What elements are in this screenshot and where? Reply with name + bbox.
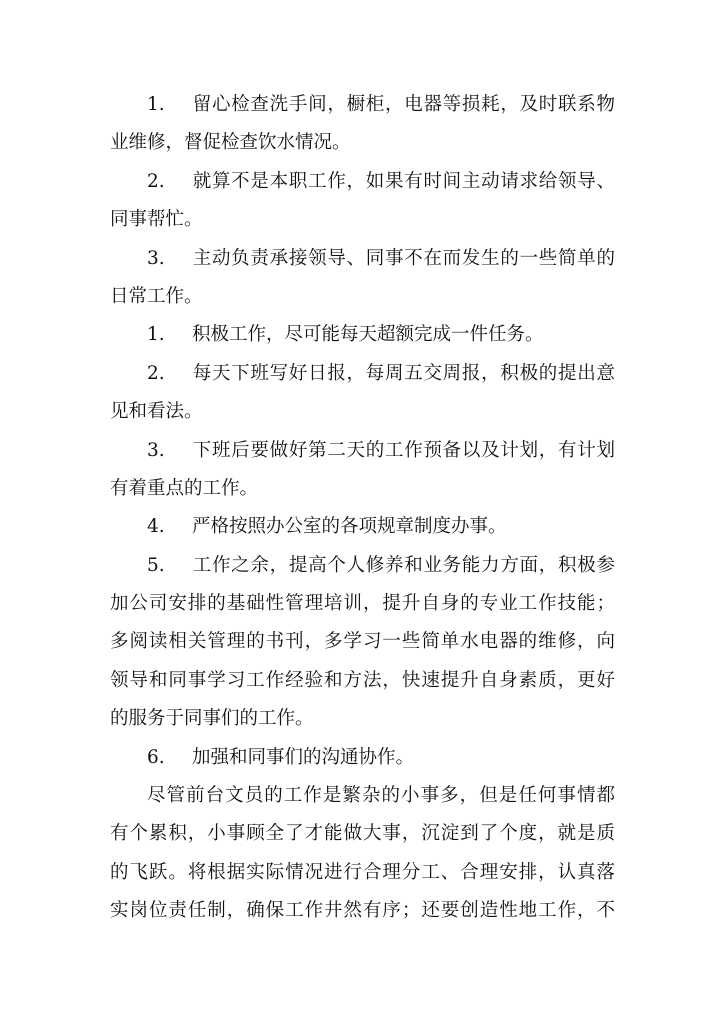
item-text: 加强和同事们的沟通协作。 bbox=[192, 746, 415, 768]
item-number: 2. bbox=[147, 170, 165, 192]
list-item-line bbox=[110, 316, 615, 354]
line-text: 领导和同事学习工作经验和方法，快速提升自身素质，更好 bbox=[110, 669, 615, 691]
line-text: 见和看法。 bbox=[110, 401, 203, 423]
list-item-line bbox=[110, 240, 615, 278]
line-text: 尽管前台文员的工作是繁杂的小事多，但是任何事情都 bbox=[147, 785, 615, 807]
continuation-line bbox=[110, 201, 615, 239]
item-text: 就算不是本职工作，如果有时间主动请求给领导、 bbox=[192, 170, 615, 192]
list-item-line bbox=[110, 739, 615, 777]
line-text: 有个累积，小事顾全了才能做大事，沉淀到了个度，就是质 bbox=[110, 823, 615, 845]
line-text: 实岗位责任制，确保工作井然有序；还要创造性地工作，不 bbox=[110, 900, 615, 922]
item-text: 下班后要做好第二天的工作预备以及计划，有计划 bbox=[192, 439, 615, 461]
item-text: 每天下班写好日报，每周五交周报，积极的提出意 bbox=[192, 362, 615, 384]
line-text: 有着重点的工作。 bbox=[110, 477, 259, 499]
continuation-line bbox=[110, 700, 615, 738]
list-item-line bbox=[110, 508, 615, 546]
paragraph-line bbox=[110, 892, 615, 930]
continuation-line bbox=[110, 585, 615, 623]
item-text: 积极工作，尽可能每天超额完成一件任务。 bbox=[192, 324, 544, 346]
item-number: 1. bbox=[147, 324, 165, 346]
item-number: 1. bbox=[147, 94, 165, 115]
list-item-line bbox=[110, 86, 615, 124]
paragraph-line bbox=[110, 815, 615, 853]
list-item-line bbox=[110, 547, 615, 585]
line-text: 的服务于同事们的工作。 bbox=[110, 708, 314, 730]
list-item-line bbox=[110, 355, 615, 393]
line-text: 的飞跃。将根据实际情况进行合理分工、合理安排，认真落 bbox=[110, 861, 615, 883]
continuation-line bbox=[110, 623, 615, 661]
item-number: 5. bbox=[147, 554, 165, 576]
line-text: 多阅读相关管理的书刊，多学习一些简单水电器的维修，向 bbox=[110, 631, 615, 653]
item-text: 工作之余，提高个人修养和业务能力方面，积极参 bbox=[192, 554, 615, 576]
line-text: 加公司安排的基础性管理培训，提升自身的专业工作技能； bbox=[110, 593, 615, 615]
continuation-line bbox=[110, 393, 615, 431]
item-text: 主动负责承接领导、同事不在而发生的一些简单的 bbox=[192, 247, 615, 269]
line-text: 同事帮忙。 bbox=[110, 209, 203, 231]
item-text: 严格按照办公室的各项规章制度办事。 bbox=[192, 516, 507, 538]
document-body bbox=[110, 86, 615, 931]
continuation-line bbox=[110, 662, 615, 700]
item-text: 留心检查洗手间，橱柜，电器等损耗，及时联系物 bbox=[192, 94, 615, 115]
list-item-line bbox=[110, 163, 615, 201]
line-text: 日常工作。 bbox=[110, 285, 203, 307]
paragraph-line bbox=[110, 854, 615, 892]
continuation-line bbox=[110, 124, 615, 162]
item-number: 6. bbox=[147, 746, 165, 768]
item-number: 2. bbox=[147, 362, 165, 384]
item-number: 4. bbox=[147, 516, 165, 538]
continuation-line bbox=[110, 278, 615, 316]
paragraph-first-line bbox=[110, 777, 615, 815]
list-item-line bbox=[110, 432, 615, 470]
item-number: 3. bbox=[147, 439, 165, 461]
line-text: 业维修，督促检查饮水情况。 bbox=[110, 132, 351, 154]
continuation-line bbox=[110, 470, 615, 508]
item-number: 3. bbox=[147, 247, 165, 269]
